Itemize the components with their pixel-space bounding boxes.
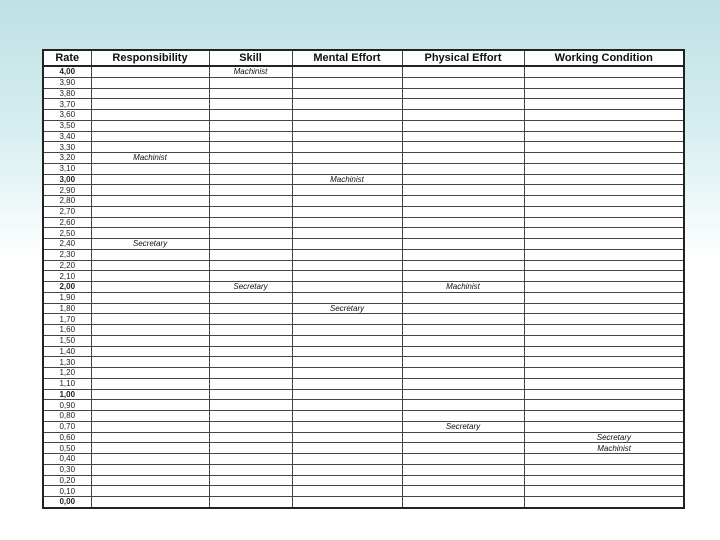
mental-effort-cell <box>292 99 402 110</box>
responsibility-cell <box>91 421 209 432</box>
mental-effort-cell: Machinist <box>292 174 402 185</box>
physical-effort-cell <box>402 303 524 314</box>
responsibility-cell <box>91 400 209 411</box>
working-condition-cell <box>524 400 684 411</box>
skill-cell <box>209 239 292 250</box>
working-condition-cell <box>524 120 684 131</box>
rate-cell: 0,90 <box>43 400 91 411</box>
skill-cell <box>209 421 292 432</box>
table-row <box>43 454 684 465</box>
table-row <box>43 228 684 239</box>
skill-cell <box>209 174 292 185</box>
responsibility-cell <box>91 206 209 217</box>
working-condition-cell: Secretary <box>524 432 684 443</box>
table-header-row <box>43 50 684 66</box>
table-row <box>43 271 684 282</box>
table-row <box>43 497 684 508</box>
mental-effort-cell <box>292 464 402 475</box>
responsibility-cell <box>91 389 209 400</box>
responsibility-cell <box>91 368 209 379</box>
mental-effort-cell <box>292 432 402 443</box>
skill-cell <box>209 303 292 314</box>
physical-effort-cell <box>402 142 524 153</box>
table-row <box>43 88 684 99</box>
skill-cell <box>209 206 292 217</box>
header-physical-effort: Physical Effort <box>402 50 524 66</box>
mental-effort-cell <box>292 239 402 250</box>
table-row <box>43 389 684 400</box>
table-row <box>43 260 684 271</box>
skill-cell <box>209 249 292 260</box>
mental-effort-cell <box>292 325 402 336</box>
skill-cell <box>209 443 292 454</box>
physical-effort-cell <box>402 77 524 88</box>
table-row <box>43 185 684 196</box>
mental-effort-cell <box>292 282 402 293</box>
responsibility-cell <box>91 314 209 325</box>
table-row <box>43 110 684 121</box>
rate-cell: 1,50 <box>43 335 91 346</box>
rate-cell: 0,70 <box>43 421 91 432</box>
table-row <box>43 174 684 185</box>
physical-effort-cell <box>402 120 524 131</box>
working-condition-cell <box>524 206 684 217</box>
skill-cell <box>209 314 292 325</box>
skill-cell <box>209 77 292 88</box>
physical-effort-cell <box>402 153 524 164</box>
table-row <box>43 378 684 389</box>
physical-effort-cell <box>402 206 524 217</box>
mental-effort-cell <box>292 217 402 228</box>
physical-effort-cell <box>402 110 524 121</box>
mental-effort-cell <box>292 335 402 346</box>
rate-cell: 2,10 <box>43 271 91 282</box>
rate-cell: 3,40 <box>43 131 91 142</box>
responsibility-cell <box>91 486 209 497</box>
physical-effort-cell <box>402 185 524 196</box>
skill-cell <box>209 228 292 239</box>
working-condition-cell <box>524 282 684 293</box>
table-row <box>43 249 684 260</box>
working-condition-cell: Machinist <box>524 443 684 454</box>
working-condition-cell <box>524 99 684 110</box>
mental-effort-cell <box>292 292 402 303</box>
working-condition-cell <box>524 357 684 368</box>
rate-cell: 0,00 <box>43 497 91 508</box>
rate-cell: 0,40 <box>43 454 91 465</box>
mental-effort-cell <box>292 271 402 282</box>
responsibility-cell <box>91 335 209 346</box>
responsibility-cell: Machinist <box>91 153 209 164</box>
physical-effort-cell <box>402 454 524 465</box>
skill-cell <box>209 475 292 486</box>
physical-effort-cell <box>402 66 524 77</box>
responsibility-cell <box>91 88 209 99</box>
table-row <box>43 486 684 497</box>
responsibility-cell <box>91 271 209 282</box>
table-row <box>43 66 684 77</box>
mental-effort-cell <box>292 88 402 99</box>
rate-cell: 3,80 <box>43 88 91 99</box>
mental-effort-cell <box>292 228 402 239</box>
mental-effort-cell <box>292 66 402 77</box>
working-condition-cell <box>524 66 684 77</box>
working-condition-cell <box>524 271 684 282</box>
rate-cell: 0,30 <box>43 464 91 475</box>
physical-effort-cell <box>402 88 524 99</box>
mental-effort-cell: Secretary <box>292 303 402 314</box>
working-condition-cell <box>524 174 684 185</box>
table-row <box>43 131 684 142</box>
skill-cell <box>209 153 292 164</box>
table-row <box>43 357 684 368</box>
mental-effort-cell <box>292 260 402 271</box>
table-row <box>43 282 684 293</box>
rate-cell: 4,00 <box>43 66 91 77</box>
responsibility-cell <box>91 131 209 142</box>
table-row <box>43 292 684 303</box>
table-row <box>43 196 684 207</box>
mental-effort-cell <box>292 131 402 142</box>
physical-effort-cell <box>402 400 524 411</box>
mental-effort-cell <box>292 142 402 153</box>
working-condition-cell <box>524 314 684 325</box>
rate-cell: 2,60 <box>43 217 91 228</box>
mental-effort-cell <box>292 454 402 465</box>
skill-cell <box>209 346 292 357</box>
physical-effort-cell <box>402 239 524 250</box>
rate-cell: 3,00 <box>43 174 91 185</box>
physical-effort-cell <box>402 497 524 508</box>
mental-effort-cell <box>292 249 402 260</box>
skill-cell <box>209 357 292 368</box>
rate-cell: 0,50 <box>43 443 91 454</box>
physical-effort-cell: Machinist <box>402 282 524 293</box>
physical-effort-cell <box>402 486 524 497</box>
header-rate: Rate <box>43 50 91 66</box>
rate-cell: 1,30 <box>43 357 91 368</box>
working-condition-cell <box>524 368 684 379</box>
skill-cell <box>209 196 292 207</box>
responsibility-cell <box>91 110 209 121</box>
skill-cell <box>209 411 292 422</box>
working-condition-cell <box>524 421 684 432</box>
table-row <box>43 443 684 454</box>
working-condition-cell <box>524 346 684 357</box>
physical-effort-cell <box>402 271 524 282</box>
mental-effort-cell <box>292 378 402 389</box>
rate-cell: 2,80 <box>43 196 91 207</box>
responsibility-cell <box>91 346 209 357</box>
mental-effort-cell <box>292 475 402 486</box>
rate-cell: 2,70 <box>43 206 91 217</box>
skill-cell <box>209 486 292 497</box>
skill-cell <box>209 120 292 131</box>
responsibility-cell <box>91 120 209 131</box>
working-condition-cell <box>524 497 684 508</box>
working-condition-cell <box>524 389 684 400</box>
rate-cell: 2,90 <box>43 185 91 196</box>
responsibility-cell <box>91 77 209 88</box>
rate-cell: 3,70 <box>43 99 91 110</box>
rate-cell: 2,00 <box>43 282 91 293</box>
mental-effort-cell <box>292 346 402 357</box>
responsibility-cell <box>91 163 209 174</box>
skill-cell <box>209 464 292 475</box>
job-rating-table <box>42 49 685 509</box>
table-row <box>43 432 684 443</box>
working-condition-cell <box>524 260 684 271</box>
working-condition-cell <box>524 228 684 239</box>
physical-effort-cell <box>402 163 524 174</box>
rate-cell: 0,80 <box>43 411 91 422</box>
rate-cell: 0,60 <box>43 432 91 443</box>
table-row <box>43 335 684 346</box>
physical-effort-cell <box>402 174 524 185</box>
mental-effort-cell <box>292 314 402 325</box>
responsibility-cell <box>91 282 209 293</box>
responsibility-cell <box>91 443 209 454</box>
mental-effort-cell <box>292 443 402 454</box>
table-row <box>43 464 684 475</box>
responsibility-cell <box>91 497 209 508</box>
working-condition-cell <box>524 217 684 228</box>
working-condition-cell <box>524 454 684 465</box>
skill-cell <box>209 260 292 271</box>
mental-effort-cell <box>292 77 402 88</box>
mental-effort-cell <box>292 163 402 174</box>
rate-cell: 2,30 <box>43 249 91 260</box>
skill-cell <box>209 432 292 443</box>
skill-cell <box>209 110 292 121</box>
responsibility-cell <box>91 475 209 486</box>
mental-effort-cell <box>292 411 402 422</box>
physical-effort-cell <box>402 325 524 336</box>
working-condition-cell <box>524 77 684 88</box>
table-body <box>43 66 684 508</box>
rate-cell: 1,60 <box>43 325 91 336</box>
mental-effort-cell <box>292 206 402 217</box>
responsibility-cell <box>91 411 209 422</box>
physical-effort-cell <box>402 292 524 303</box>
responsibility-cell <box>91 228 209 239</box>
working-condition-cell <box>524 475 684 486</box>
working-condition-cell <box>524 88 684 99</box>
physical-effort-cell <box>402 217 524 228</box>
responsibility-cell: Secretary <box>91 239 209 250</box>
rate-cell: 0,10 <box>43 486 91 497</box>
table-row <box>43 400 684 411</box>
physical-effort-cell <box>402 99 524 110</box>
responsibility-cell <box>91 185 209 196</box>
responsibility-cell <box>91 249 209 260</box>
responsibility-cell <box>91 464 209 475</box>
rate-cell: 2,20 <box>43 260 91 271</box>
physical-effort-cell <box>402 131 524 142</box>
physical-effort-cell <box>402 411 524 422</box>
table-row <box>43 303 684 314</box>
rate-cell: 1,40 <box>43 346 91 357</box>
working-condition-cell <box>524 142 684 153</box>
rate-cell: 3,90 <box>43 77 91 88</box>
responsibility-cell <box>91 174 209 185</box>
header-working-condition: Working Condition <box>524 50 684 66</box>
table-row <box>43 120 684 131</box>
mental-effort-cell <box>292 368 402 379</box>
working-condition-cell <box>524 335 684 346</box>
table-row <box>43 99 684 110</box>
rate-cell: 3,60 <box>43 110 91 121</box>
working-condition-cell <box>524 110 684 121</box>
responsibility-cell <box>91 378 209 389</box>
table-row <box>43 421 684 432</box>
working-condition-cell <box>524 153 684 164</box>
responsibility-cell <box>91 196 209 207</box>
table-row <box>43 314 684 325</box>
working-condition-cell <box>524 411 684 422</box>
rate-cell: 3,30 <box>43 142 91 153</box>
physical-effort-cell <box>402 432 524 443</box>
skill-cell <box>209 497 292 508</box>
responsibility-cell <box>91 66 209 77</box>
table-row <box>43 411 684 422</box>
mental-effort-cell <box>292 421 402 432</box>
mental-effort-cell <box>292 486 402 497</box>
skill-cell <box>209 292 292 303</box>
responsibility-cell <box>91 292 209 303</box>
physical-effort-cell <box>402 196 524 207</box>
mental-effort-cell <box>292 400 402 411</box>
working-condition-cell <box>524 303 684 314</box>
mental-effort-cell <box>292 357 402 368</box>
skill-cell <box>209 325 292 336</box>
physical-effort-cell <box>402 314 524 325</box>
responsibility-cell <box>91 99 209 110</box>
table-row <box>43 239 684 250</box>
header-mental-effort: Mental Effort <box>292 50 402 66</box>
working-condition-cell <box>524 292 684 303</box>
physical-effort-cell <box>402 464 524 475</box>
physical-effort-cell: Secretary <box>402 421 524 432</box>
responsibility-cell <box>91 142 209 153</box>
table-row <box>43 325 684 336</box>
working-condition-cell <box>524 196 684 207</box>
skill-cell: Machinist <box>209 66 292 77</box>
table-row <box>43 206 684 217</box>
skill-cell <box>209 142 292 153</box>
responsibility-cell <box>91 454 209 465</box>
working-condition-cell <box>524 249 684 260</box>
rate-cell: 2,40 <box>43 239 91 250</box>
skill-cell <box>209 217 292 228</box>
working-condition-cell <box>524 464 684 475</box>
mental-effort-cell <box>292 120 402 131</box>
skill-cell <box>209 88 292 99</box>
skill-cell <box>209 99 292 110</box>
table-row <box>43 475 684 486</box>
physical-effort-cell <box>402 357 524 368</box>
rate-cell: 1,10 <box>43 378 91 389</box>
working-condition-cell <box>524 185 684 196</box>
rate-cell: 1,80 <box>43 303 91 314</box>
working-condition-cell <box>524 163 684 174</box>
skill-cell <box>209 131 292 142</box>
rate-cell: 0,20 <box>43 475 91 486</box>
rate-cell: 3,10 <box>43 163 91 174</box>
physical-effort-cell <box>402 335 524 346</box>
working-condition-cell <box>524 378 684 389</box>
table-row <box>43 142 684 153</box>
working-condition-cell <box>524 325 684 336</box>
rate-cell: 1,20 <box>43 368 91 379</box>
working-condition-cell <box>524 239 684 250</box>
skill-cell <box>209 163 292 174</box>
mental-effort-cell <box>292 185 402 196</box>
mental-effort-cell <box>292 389 402 400</box>
skill-cell <box>209 335 292 346</box>
mental-effort-cell <box>292 497 402 508</box>
physical-effort-cell <box>402 228 524 239</box>
table-row <box>43 217 684 228</box>
skill-cell <box>209 400 292 411</box>
physical-effort-cell <box>402 443 524 454</box>
working-condition-cell <box>524 486 684 497</box>
physical-effort-cell <box>402 249 524 260</box>
skill-cell <box>209 454 292 465</box>
physical-effort-cell <box>402 475 524 486</box>
physical-effort-cell <box>402 346 524 357</box>
physical-effort-cell <box>402 260 524 271</box>
table-row <box>43 368 684 379</box>
skill-cell <box>209 185 292 196</box>
rate-cell: 1,00 <box>43 389 91 400</box>
mental-effort-cell <box>292 153 402 164</box>
responsibility-cell <box>91 432 209 443</box>
rate-cell: 3,50 <box>43 120 91 131</box>
physical-effort-cell <box>402 389 524 400</box>
responsibility-cell <box>91 217 209 228</box>
responsibility-cell <box>91 303 209 314</box>
rate-cell: 3,20 <box>43 153 91 164</box>
responsibility-cell <box>91 260 209 271</box>
skill-cell <box>209 271 292 282</box>
skill-cell <box>209 389 292 400</box>
skill-cell <box>209 378 292 389</box>
table-row <box>43 163 684 174</box>
physical-effort-cell <box>402 378 524 389</box>
table-row <box>43 77 684 88</box>
mental-effort-cell <box>292 110 402 121</box>
table-row <box>43 153 684 164</box>
skill-cell <box>209 368 292 379</box>
rate-cell: 1,70 <box>43 314 91 325</box>
header-skill: Skill <box>209 50 292 66</box>
skill-cell: Secretary <box>209 282 292 293</box>
responsibility-cell <box>91 357 209 368</box>
table-row <box>43 346 684 357</box>
responsibility-cell <box>91 325 209 336</box>
header-responsibility: Responsibility <box>91 50 209 66</box>
physical-effort-cell <box>402 368 524 379</box>
mental-effort-cell <box>292 196 402 207</box>
rate-cell: 2,50 <box>43 228 91 239</box>
working-condition-cell <box>524 131 684 142</box>
rate-cell: 1,90 <box>43 292 91 303</box>
